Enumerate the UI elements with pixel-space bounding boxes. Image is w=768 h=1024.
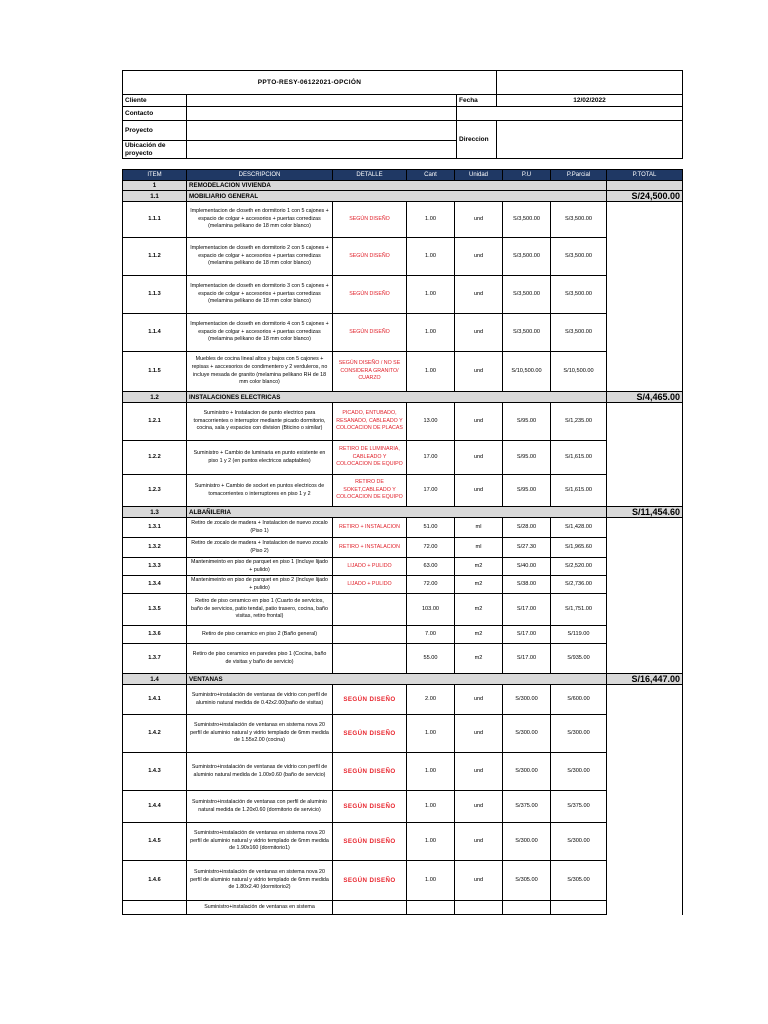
section-row	[123, 181, 683, 191]
row-total-cell	[607, 314, 683, 352]
row-item: 1.1.5	[123, 352, 187, 392]
row-total-cell	[607, 901, 683, 915]
row-unidad: und	[455, 715, 503, 753]
row-pu: S/17.00	[503, 644, 551, 674]
row-description: Mantenimeinto en piso de parquet en piso 1 (Incluye lijado + pulido)	[187, 558, 333, 576]
row-detail	[333, 901, 407, 915]
table-row	[123, 352, 683, 392]
budget-table	[122, 169, 683, 915]
row-detail	[333, 594, 407, 626]
row-pu: S/3,500.00	[503, 202, 551, 238]
table-row	[123, 314, 683, 352]
row-pu: S/3,500.00	[503, 276, 551, 314]
row-unidad: und	[455, 791, 503, 823]
table-row	[123, 753, 683, 791]
table-row	[123, 538, 683, 558]
row-pu: S/300.00	[503, 715, 551, 753]
row-detail: SEGÚN DISEÑO	[333, 753, 407, 791]
row-detail: LIJADO + PULIDO	[333, 558, 407, 576]
row-unidad: und	[455, 314, 503, 352]
ubicacion-label: Ubicación de proyecto	[123, 141, 187, 159]
row-total-cell	[607, 475, 683, 507]
row-description: Retiro de zocalo de madera + Instalacion de nuevo zocalo (Piso 1)	[187, 518, 333, 538]
section-row	[123, 674, 683, 685]
row-description: Retiro de piso ceramico en piso 2 (Baño general)	[187, 626, 333, 644]
row-detail	[333, 644, 407, 674]
row-total-cell	[607, 594, 683, 626]
row-cant: 72.00	[407, 538, 455, 558]
row-unidad: und	[455, 475, 503, 507]
row-parcial: S/3,500.00	[551, 238, 607, 276]
row-parcial	[551, 901, 607, 915]
row-description: Retiro de zocalo de madera + Instalacion de nuevo zocalo (Piso 2)	[187, 538, 333, 558]
row-detail: RETIRO + INSTALACION	[333, 538, 407, 558]
row-pu: S/17.00	[503, 594, 551, 626]
row-detail: RETIRO DE SOKET,CABLEADO Y COLOCACION DE EQUIPO	[333, 475, 407, 507]
table-row	[123, 823, 683, 861]
row-item: 1.3.1	[123, 518, 187, 538]
table-row	[123, 518, 683, 538]
row-total-cell	[607, 626, 683, 644]
row-cant: 103.00	[407, 594, 455, 626]
row-description: Retiro de piso ceramico en paredes piso 1 (Cocina, baño de visitas y baño de servicio)	[187, 644, 333, 674]
row-item: 1.4.6	[123, 861, 187, 901]
row-unidad: und	[455, 823, 503, 861]
section-total: S/16,447.00	[607, 674, 683, 685]
row-cant: 63.00	[407, 558, 455, 576]
row-parcial: S/1,965.60	[551, 538, 607, 558]
row-detail: SEGÚN DISEÑO	[333, 685, 407, 715]
section-total: S/4,465.00	[607, 392, 683, 403]
row-unidad: m2	[455, 558, 503, 576]
row-total-cell	[607, 644, 683, 674]
row-description: Suministro+instalación de ventanas en sistema	[187, 901, 333, 915]
proyecto-label: Proyecto	[123, 121, 187, 141]
row-cant: 1.00	[407, 238, 455, 276]
row-unidad	[455, 901, 503, 915]
row-description: Implementacion de closeth en dormitorio 4 con 5 cajones + espacio de colgar + accesorios + puertas corredizas (melamina pelikano de 18 mm color blanco)	[187, 314, 333, 352]
row-item: 1.1.4	[123, 314, 187, 352]
row-pu: S/300.00	[503, 685, 551, 715]
table-row	[123, 685, 683, 715]
contacto-blank	[457, 107, 683, 121]
row-parcial: S/1,235.00	[551, 403, 607, 441]
row-unidad: und	[455, 403, 503, 441]
row-parcial: S/3,500.00	[551, 276, 607, 314]
row-description: Suministro+instalación de ventanas en sistema nova 20 perfil de aluminio natural y vidrio templado de 6mm medida de 1.80x2.40 (dormitorio2)	[187, 861, 333, 901]
table-row	[123, 202, 683, 238]
row-pu: S/10,500.00	[503, 352, 551, 392]
col-unidad: Unidad	[455, 170, 503, 181]
row-item: 1.3.3	[123, 558, 187, 576]
row-parcial: S/1,615.00	[551, 441, 607, 475]
table-row	[123, 626, 683, 644]
row-detail: RETIRO DE LUMINARIA, CABLEADO Y COLOCACION DE EQUIPO	[333, 441, 407, 475]
row-description: Suministro+instalación de ventanas de vidrio con perfil de aluminio natural medida de 1.00x0.60 (baño de servicio)	[187, 753, 333, 791]
direccion-value[interactable]	[497, 121, 683, 159]
row-item: 1.1.3	[123, 276, 187, 314]
row-detail: SEGÚN DISEÑO / NO SE CONSIDERA GRANITO/ CUARZO	[333, 352, 407, 392]
row-total-cell	[607, 538, 683, 558]
row-parcial: S/1,751.00	[551, 594, 607, 626]
row-unidad: und	[455, 685, 503, 715]
row-item: 1.4.1	[123, 685, 187, 715]
row-unidad: und	[455, 861, 503, 901]
row-pu: S/3,500.00	[503, 238, 551, 276]
row-total-cell	[607, 685, 683, 715]
proyecto-value[interactable]	[187, 121, 457, 141]
section-row	[123, 191, 683, 202]
row-parcial: S/600.00	[551, 685, 607, 715]
row-pu: S/305.00	[503, 861, 551, 901]
row-item: 1.3.2	[123, 538, 187, 558]
row-cant: 1.00	[407, 861, 455, 901]
row-total-cell	[607, 441, 683, 475]
row-cant	[407, 901, 455, 915]
row-pu: S/95.00	[503, 475, 551, 507]
row-cant: 17.00	[407, 441, 455, 475]
contacto-label: Contacto	[123, 107, 187, 121]
row-cant: 1.00	[407, 314, 455, 352]
row-unidad: und	[455, 441, 503, 475]
row-item: 1.4.2	[123, 715, 187, 753]
row-unidad: ml	[455, 538, 503, 558]
row-parcial: S/305.00	[551, 861, 607, 901]
row-total-cell	[607, 352, 683, 392]
section-item: 1.2	[123, 392, 187, 403]
row-total-cell	[607, 238, 683, 276]
row-detail: SEGÚN DISEÑO	[333, 861, 407, 901]
col-descripcion: DESCRIPCION	[187, 170, 333, 181]
row-cant: 1.00	[407, 823, 455, 861]
row-description: Suministro+instalación de ventanas de vidrio con perfil de aluminio natural medida de 0.42x2.00(baño de visitas)	[187, 685, 333, 715]
row-description: Mantenimeinto en piso de parquet en piso 2 (Incluye lijado + pulido)	[187, 576, 333, 594]
row-item: 1.4.3	[123, 753, 187, 791]
row-cant: 1.00	[407, 753, 455, 791]
row-cant: 55.00	[407, 644, 455, 674]
section-item: 1	[123, 181, 187, 191]
section-total: S/24,500.00	[607, 191, 683, 202]
row-parcial: S/10,500.00	[551, 352, 607, 392]
section-title: REMODELACION VIVIENDA	[187, 181, 607, 191]
row-detail: SEGÚN DISEÑO	[333, 823, 407, 861]
table-row	[123, 644, 683, 674]
row-description: Implementacion de closeth en dormitorio 2 con 5 cajones + espacio de colgar + accesorios + puertas corredizas (melamina pelikano de 18 mm color blanco)	[187, 238, 333, 276]
budget-sheet	[122, 70, 682, 915]
table-row	[123, 594, 683, 626]
row-cant: 1.00	[407, 276, 455, 314]
row-detail: SEGÚN DISEÑO	[333, 314, 407, 352]
row-unidad: und	[455, 202, 503, 238]
row-parcial: S/1,428.00	[551, 518, 607, 538]
row-detail: SEGÚN DISEÑO	[333, 715, 407, 753]
section-total	[607, 181, 683, 191]
row-total-cell	[607, 558, 683, 576]
row-detail: SEGÚN DISEÑO	[333, 238, 407, 276]
row-total-cell	[607, 715, 683, 753]
row-cant: 72.00	[407, 576, 455, 594]
row-unidad: m2	[455, 576, 503, 594]
row-description: Suministro+instalación de ventanas con perfil de aluminio natural medida de 1.20x0.60 (dormitorio de servicio)	[187, 791, 333, 823]
row-total-cell	[607, 518, 683, 538]
row-item: 1.3.6	[123, 626, 187, 644]
row-unidad: m2	[455, 594, 503, 626]
row-item: 1.3.4	[123, 576, 187, 594]
title-blank-cell	[497, 71, 683, 95]
row-total-cell	[607, 576, 683, 594]
row-parcial: S/300.00	[551, 823, 607, 861]
fecha-label: Fecha	[457, 95, 497, 107]
row-cant: 1.00	[407, 715, 455, 753]
row-pu: S/38.00	[503, 576, 551, 594]
row-cant: 1.00	[407, 202, 455, 238]
row-parcial: S/119.00	[551, 626, 607, 644]
row-parcial: S/2,520.00	[551, 558, 607, 576]
row-unidad: und	[455, 276, 503, 314]
col-total: P.TOTAL	[607, 170, 683, 181]
header-table	[122, 70, 683, 159]
row-item: 1.4.4	[123, 791, 187, 823]
cliente-value[interactable]	[187, 95, 457, 107]
table-row	[123, 715, 683, 753]
row-parcial: S/2,736.00	[551, 576, 607, 594]
row-pu: S/17.00	[503, 626, 551, 644]
row-item: 1.3.5	[123, 594, 187, 626]
column-header-row	[123, 170, 683, 181]
row-item: 1.1.2	[123, 238, 187, 276]
row-description: Retiro de piso ceramico en piso 1 (Cuarto de servicios, baño de servicios, patio tendal, patio trasero, cocina, baño visitas, retiro frontal)	[187, 594, 333, 626]
section-item: 1.4	[123, 674, 187, 685]
row-total-cell	[607, 861, 683, 901]
col-cant: Cant	[407, 170, 455, 181]
fecha-value: 12/02/2022	[497, 95, 683, 107]
row-unidad: ml	[455, 518, 503, 538]
table-row	[123, 558, 683, 576]
row-detail: SEGÚN DISEÑO	[333, 276, 407, 314]
row-total-cell	[607, 276, 683, 314]
section-title: ALBAÑILERIA	[187, 507, 607, 518]
contacto-value[interactable]	[187, 107, 457, 121]
row-unidad: und	[455, 753, 503, 791]
row-detail: LIJADO + PULIDO	[333, 576, 407, 594]
row-unidad: und	[455, 238, 503, 276]
section-title: VENTANAS	[187, 674, 607, 685]
row-parcial: S/375.00	[551, 791, 607, 823]
row-detail: SEGÚN DISEÑO	[333, 791, 407, 823]
row-detail: SEGÚN DISEÑO	[333, 202, 407, 238]
row-pu: S/300.00	[503, 823, 551, 861]
row-pu: S/40.00	[503, 558, 551, 576]
row-item: 1.2.1	[123, 403, 187, 441]
row-item: 1.2.3	[123, 475, 187, 507]
document-title: PPTO-RESY-06122021-OPCIÓN	[123, 71, 497, 95]
row-parcial: S/3,500.00	[551, 314, 607, 352]
cliente-label: Cliente	[123, 95, 187, 107]
col-detalle: DETALLE	[333, 170, 407, 181]
row-item	[123, 901, 187, 915]
row-pu: S/375.00	[503, 791, 551, 823]
row-cant: 51.00	[407, 518, 455, 538]
row-description: Suministro + Instalacion de punto electrico para tomacorrientes o interruptor mediante picado dormitorio, cocina, sala y espacios con division (Bticino o similar)	[187, 403, 333, 441]
table-row	[123, 441, 683, 475]
row-pu: S/300.00	[503, 753, 551, 791]
table-row	[123, 576, 683, 594]
table-row	[123, 861, 683, 901]
row-pu: S/28.00	[503, 518, 551, 538]
section-item: 1.3	[123, 507, 187, 518]
row-unidad: und	[455, 352, 503, 392]
section-total: S/11,454.60	[607, 507, 683, 518]
row-description: Suministro+instalación de ventanas en sistema nova 20 perfil de aluminio natural y vidrio templado de 6mm medida de 1.90x160 (dormitorio1)	[187, 823, 333, 861]
table-row	[123, 791, 683, 823]
section-title: INSTALACIONES ELECTRICAS	[187, 392, 607, 403]
row-description: Suministro+instalación de ventanas en sistema nova 20 perfil de aluminio natural y vidrio templado de 6mm medida de 1.55x2.00 (cocina)	[187, 715, 333, 753]
section-row	[123, 507, 683, 518]
row-pu: S/95.00	[503, 441, 551, 475]
col-item: ITEM	[123, 170, 187, 181]
row-pu: S/27.30	[503, 538, 551, 558]
row-item: 1.2.2	[123, 441, 187, 475]
row-total-cell	[607, 823, 683, 861]
ubicacion-value[interactable]	[187, 141, 457, 159]
col-parcial: P.Parcial	[551, 170, 607, 181]
row-description: Suministro + Cambio de socket en puntos electricos de tomacorrientes o interruptores en piso 1 y 2	[187, 475, 333, 507]
row-total-cell	[607, 202, 683, 238]
table-row	[123, 403, 683, 441]
direccion-label: Direccion	[457, 121, 497, 159]
table-row	[123, 475, 683, 507]
row-cant: 7.00	[407, 626, 455, 644]
row-parcial: S/1,615.00	[551, 475, 607, 507]
row-parcial: S/3,500.00	[551, 202, 607, 238]
row-total-cell	[607, 791, 683, 823]
row-parcial: S/300.00	[551, 715, 607, 753]
row-detail: RETIRO + INSTALACION	[333, 518, 407, 538]
row-cant: 1.00	[407, 791, 455, 823]
row-description: Implementacion de closeth en dormitorio 3 con 5 cajones + espacio de colgar + accesorios + puertas corredizas (melamina pelikano de 18 mm color blanco)	[187, 276, 333, 314]
row-description: Suministro + Cambio de luminaria en punto existente en piso 1 y 2 (en puntos electricos adaptables)	[187, 441, 333, 475]
section-item: 1.1	[123, 191, 187, 202]
section-row	[123, 392, 683, 403]
row-cant: 1.00	[407, 352, 455, 392]
row-total-cell	[607, 753, 683, 791]
row-detail: PICADO, ENTUBADO, RESANADO, CABLEADO Y COLOCACION DE PLACAS	[333, 403, 407, 441]
row-total-cell	[607, 403, 683, 441]
section-title: MOBILIARIO GENERAL	[187, 191, 607, 202]
row-item: 1.3.7	[123, 644, 187, 674]
row-pu	[503, 901, 551, 915]
row-cant: 13.00	[407, 403, 455, 441]
row-item: 1.1.1	[123, 202, 187, 238]
row-cant: 2.00	[407, 685, 455, 715]
row-description: Implementacion de closeth en dormitorio 1 con 5 cajones + espacio de colgar + accesorios + puertas corredizas (melamina pelikano de 18 mm color blanco)	[187, 202, 333, 238]
row-detail	[333, 626, 407, 644]
row-pu: S/95.00	[503, 403, 551, 441]
row-parcial: S/935.00	[551, 644, 607, 674]
row-item: 1.4.5	[123, 823, 187, 861]
row-parcial: S/300.00	[551, 753, 607, 791]
row-unidad: m2	[455, 644, 503, 674]
row-unidad: m2	[455, 626, 503, 644]
table-row	[123, 276, 683, 314]
row-description: Muebles de cocina lineal altos y bajos con 5 cajones + repisas + asccesorios de condimentero y 2 verduleros, no incluye mesada de granito (melamina pelikano RH de 18 mm color blanco)	[187, 352, 333, 392]
row-cant: 17.00	[407, 475, 455, 507]
table-row	[123, 238, 683, 276]
table-row	[123, 901, 683, 915]
col-pu: P.U	[503, 170, 551, 181]
row-pu: S/3,500.00	[503, 314, 551, 352]
